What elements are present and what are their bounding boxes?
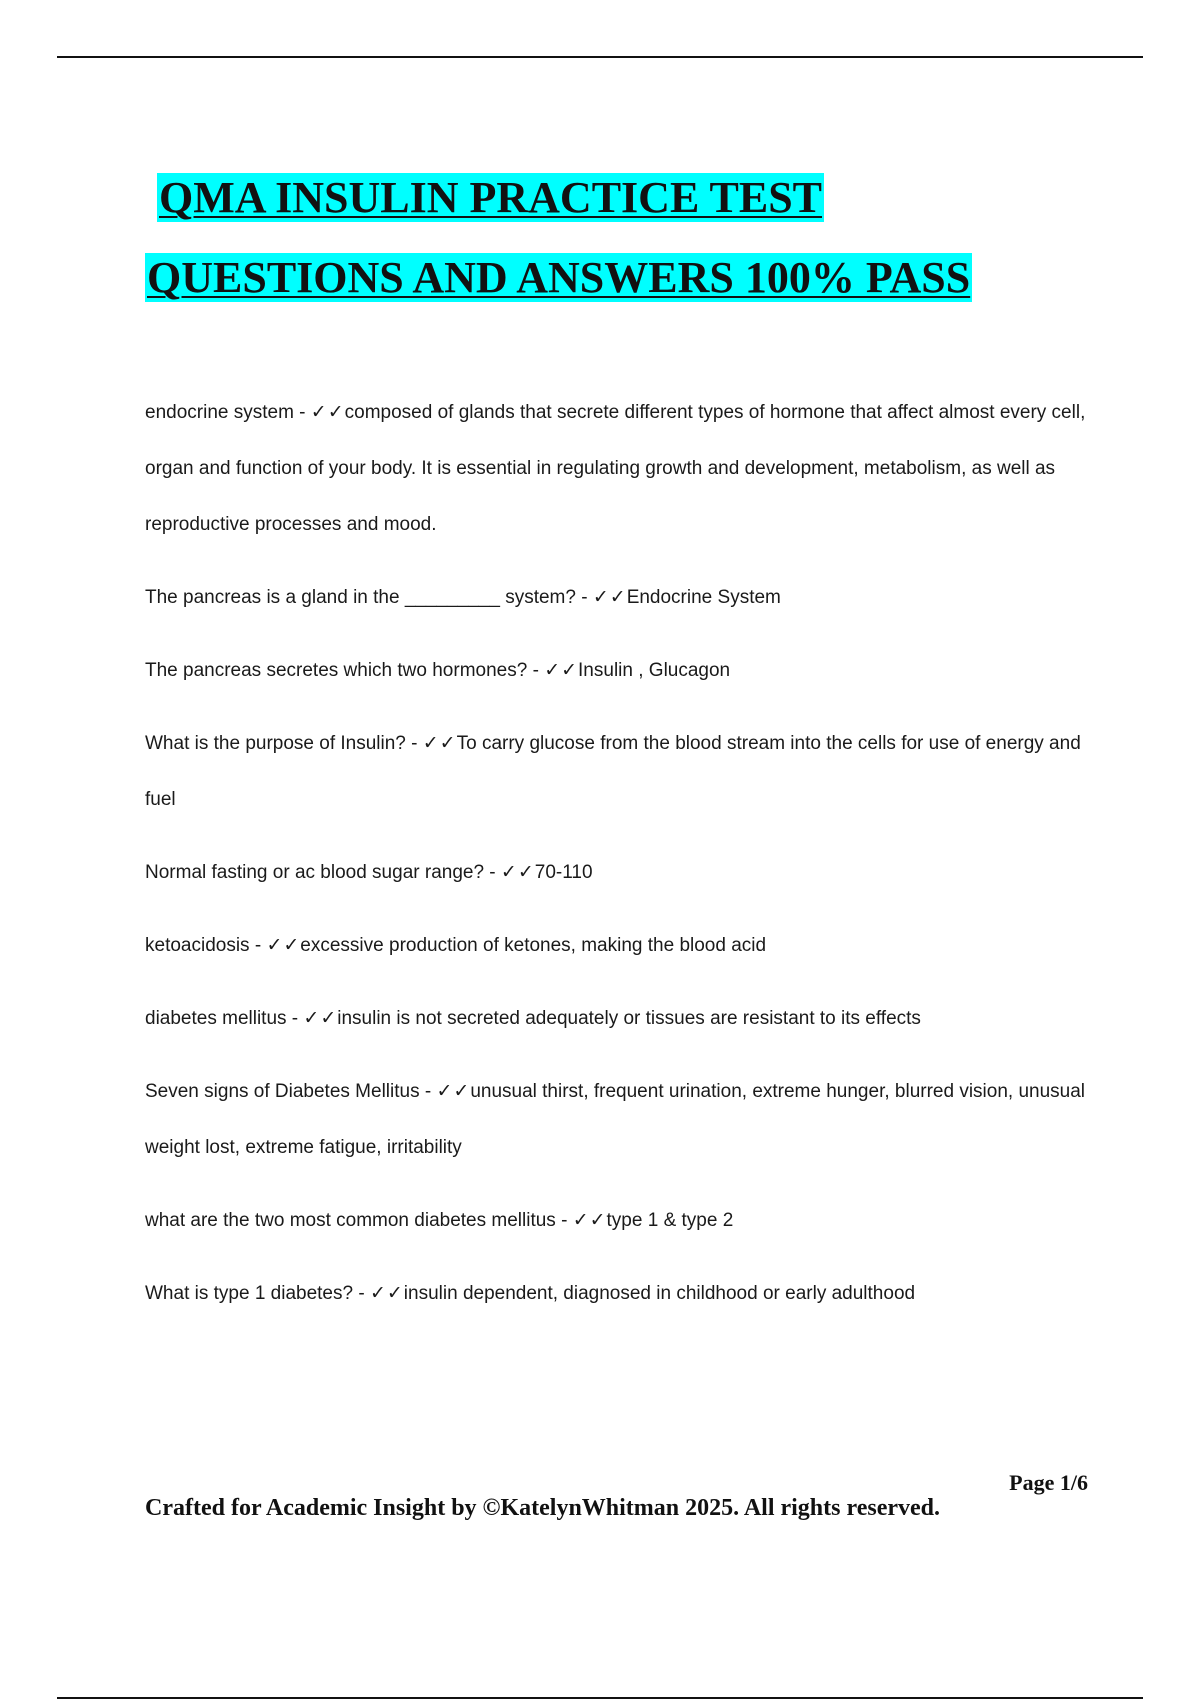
qa-item-2: The pancreas is a gland in the _________ system? - ✓✓Endocrine System [145,587,781,608]
check-icon: ✓✓ [303,1008,338,1029]
qa-list [145,385,1095,1339]
qa-item-7: diabetes mellitus - ✓✓insulin is not secreted adequately or tissues are resistant to its effects [145,1008,921,1029]
qa-item-3: The pancreas secretes which two hormones? - ✓✓Insulin , Glucagon [145,660,731,681]
check-icon: ✓✓ [500,862,535,883]
check-icon: ✓✓ [544,660,579,681]
check-icon: ✓✓ [369,1283,404,1304]
qa-item-1: endocrine system - ✓✓composed of glands that secrete different types of hormone that affect almost every cell, organ and function of your body. It is essential in regulating growth and development, metabolism, as well as reproductive processes and mood. [145,402,1086,535]
check-icon: ✓✓ [266,935,301,956]
qa-item-5: Normal fasting or ac blood sugar range? - ✓✓70-110 [145,862,593,883]
qa-item-10: What is type 1 diabetes? - ✓✓insulin dependent, diagnosed in childhood or early adulthood [145,1283,916,1304]
check-icon: ✓✓ [310,402,345,423]
page-number: Page 1/6 [1009,1470,1088,1495]
title-line-1: QMA INSULIN PRACTICE TEST [159,173,823,222]
check-icon: ✓✓ [572,1210,607,1231]
document-title [145,158,1105,318]
check-icon: ✓✓ [422,733,457,754]
footer-credit: Crafted for Academic Insight by ©KatelynWhitman 2025. All rights reserved. [145,1495,940,1521]
title-line-2: QUESTIONS AND ANSWERS 100% PASS [147,253,971,302]
qa-item-4: What is the purpose of Insulin? - ✓✓To carry glucose from the blood stream into the cells for use of energy and fuel [145,733,1081,810]
check-icon: ✓✓ [592,587,627,608]
qa-item-9: what are the two most common diabetes mellitus - ✓✓type 1 & type 2 [145,1210,734,1231]
top-rule [57,56,1143,58]
qa-item-6: ketoacidosis - ✓✓excessive production of ketones, making the blood acid [145,935,767,956]
check-icon: ✓✓ [436,1081,471,1102]
qa-item-8: Seven signs of Diabetes Mellitus - ✓✓unusual thirst, frequent urination, extreme hunger, blurred vision, unusual weight lost, extreme fatigue, irritability [145,1081,1086,1158]
bottom-rule [57,1697,1143,1699]
